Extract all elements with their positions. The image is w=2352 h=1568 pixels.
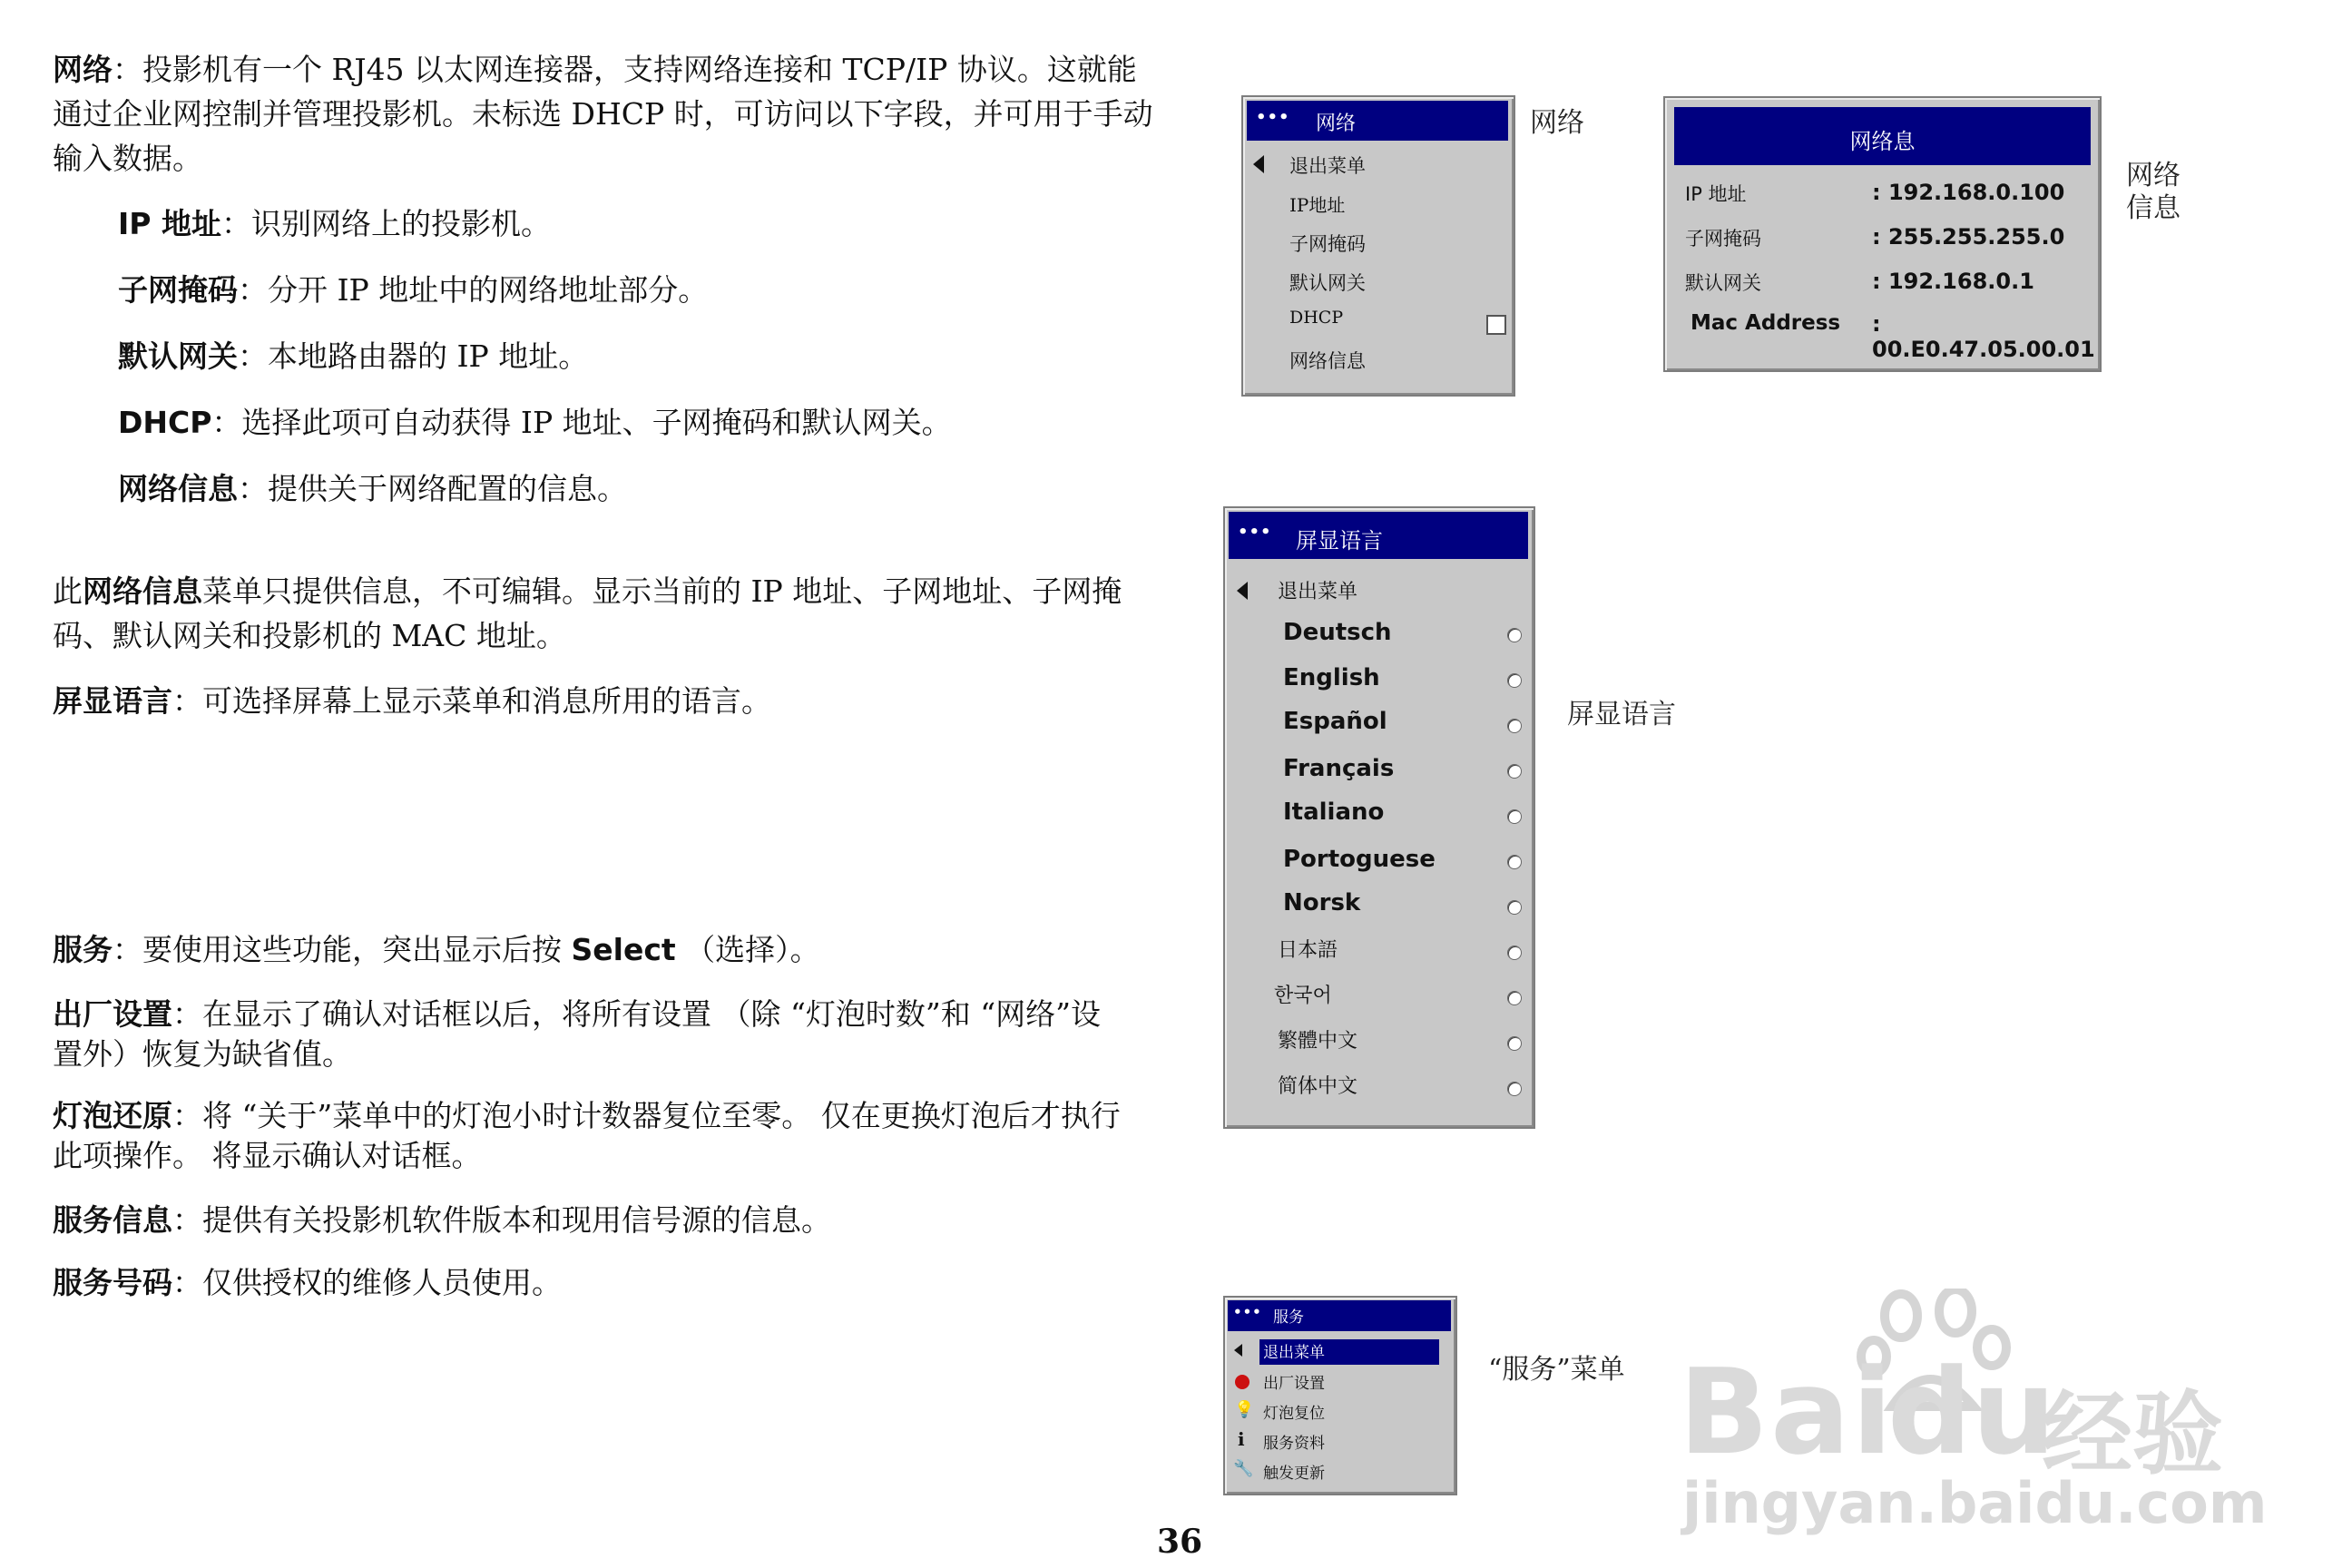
menu-item-factory-reset[interactable]: 出厂设置 (1263, 1375, 1325, 1393)
menu-item-exit: 退出菜单 (1263, 1344, 1325, 1362)
menu-item-trigger-update[interactable]: 触发更新 (1263, 1465, 1325, 1483)
network-menu (1241, 95, 1515, 397)
network-paragraph: 网络：投影机有一个 RJ45 以太网连接器，支持网络连接和 TCP/IP 协议。这就能通过企业网控制并管理投影机。未标选 DHCP 时，可访问以下字段，并可用于手动输入数据。 (53, 52, 1153, 176)
network-menu-title-bar (1247, 101, 1508, 141)
language-option-espanol[interactable]: Español (1283, 708, 1387, 735)
radio-simplified-chinese[interactable] (1507, 1082, 1522, 1096)
network-info-title-bar (1674, 107, 2091, 165)
language-option-traditional-chinese[interactable]: 繁體中文 (1278, 1030, 1358, 1053)
language-option-deutsch[interactable]: Deutsch (1283, 619, 1392, 646)
service-info-paragraph: 服务信息：提供有关投影机软件版本和现用信号源的信息。 (53, 1202, 831, 1238)
network-description: 投影机有一个 RJ45 以太网连接器，支持网络连接和 TCP/IP 协议。这就能通过企业网控制并管理投影机。未标选 DHCP 时，可访问以下字段，并可用于手动输入数据。 (53, 52, 1153, 176)
term-service-code: 服务号码 (53, 1265, 172, 1300)
wrench-icon: 🔧 (1233, 1459, 1254, 1478)
language-menu-caption: 屏显语言 (1567, 699, 1676, 730)
back-arrow-icon (1237, 582, 1248, 600)
info-label-mac: Mac Address (1690, 311, 1841, 335)
service-paragraph: 服务：要使用这些功能，突出显示后按 Select （选择）。 (53, 932, 820, 967)
menu-item-ip-address[interactable]: IP地址 (1289, 194, 1346, 216)
term-network-info: 网络信息 (118, 471, 238, 506)
language-option-francais[interactable]: Français (1283, 755, 1395, 782)
term-default-gateway: 默认网关 (118, 338, 238, 374)
term-service-info: 服务信息 (53, 1202, 172, 1238)
network-info-item: 网络信息：提供关于网络配置的信息。 (118, 471, 627, 506)
menu-dots-icon: ••• (1238, 523, 1272, 542)
info-label-gateway: 默认网关 (1685, 272, 1761, 294)
radio-english[interactable] (1507, 673, 1522, 688)
term-ip-address: IP 地址 (118, 206, 221, 241)
menu-item-network-info[interactable]: 网络信息 (1289, 350, 1366, 372)
menu-item-service-info[interactable]: 服务资料 (1263, 1435, 1325, 1453)
radio-norsk[interactable] (1507, 900, 1522, 915)
term-network-info-menu: 网络信息 (83, 573, 202, 609)
term-subnet-mask: 子网掩码 (118, 272, 238, 308)
info-value-gateway: : 192.168.0.1 (1872, 269, 2034, 294)
service-menu-title: 服务 (1273, 1308, 1304, 1327)
network-info-panel (1663, 96, 2102, 372)
watermark-brand: Bai (1679, 1343, 1895, 1481)
service-menu-caption: “服务”菜单 (1488, 1354, 1625, 1386)
service-menu-title-bar (1228, 1300, 1451, 1331)
term-osd-language: 屏显语言 (53, 683, 172, 719)
info-value-ip: : 192.168.0.100 (1872, 180, 2065, 205)
default-gateway-item: 默认网关：本地路由器的 IP 地址。 (118, 338, 589, 374)
language-option-italiano[interactable]: Italiano (1283, 799, 1385, 826)
service-menu (1223, 1296, 1457, 1495)
menu-dots-icon: ••• (1256, 108, 1290, 127)
language-menu (1223, 506, 1535, 1129)
osd-language-paragraph: 屏显语言：可选择屏幕上显示菜单和消息所用的语言。 (53, 683, 771, 719)
term-service: 服务 (53, 932, 113, 967)
dhcp-checkbox[interactable] (1486, 315, 1506, 335)
lightbulb-icon: 💡 (1234, 1400, 1255, 1419)
info-value-mac: : 00.E0.47.05.00.01 (1872, 311, 2095, 362)
radio-korean[interactable] (1507, 991, 1522, 1005)
radio-italiano[interactable] (1507, 809, 1522, 824)
radio-deutsch[interactable] (1507, 628, 1522, 642)
info-label-ip: IP 地址 (1685, 183, 1747, 205)
network-info-title: 网络息 (1849, 129, 1916, 154)
menu-item-subnet-mask[interactable]: 子网掩码 (1289, 233, 1366, 255)
term-lamp-reset: 灯泡还原 (53, 1098, 172, 1133)
network-info-caption: 网络 信息 (2126, 160, 2180, 224)
factory-reset-icon (1235, 1375, 1250, 1389)
radio-espanol[interactable] (1507, 719, 1522, 733)
language-option-english[interactable]: English (1283, 664, 1380, 691)
back-arrow-icon (1234, 1344, 1242, 1357)
menu-dots-icon: ••• (1233, 1304, 1262, 1320)
watermark-cn: 经验 (2042, 1381, 2223, 1487)
language-menu-title-bar (1229, 512, 1528, 559)
language-option-simplified-chinese[interactable]: 简体中文 (1278, 1075, 1358, 1098)
back-arrow-icon (1253, 155, 1264, 173)
menu-item-dhcp[interactable]: DHCP (1289, 308, 1344, 328)
factory-reset-paragraph: 出厂设置：在显示了确认对话框以后，将所有设置 （除 “灯泡时数”和 “网络”设置外）恢复为缺省值。 (53, 996, 1101, 1072)
language-menu-title: 屏显语言 (1296, 528, 1383, 554)
watermark-url: jingyan.baidu.com (1682, 1470, 2268, 1536)
info-value-subnet: : 255.255.255.0 (1872, 224, 2065, 250)
radio-portoguese[interactable] (1507, 855, 1522, 869)
language-option-norsk[interactable]: Norsk (1283, 889, 1361, 916)
select-key-label: Select (571, 932, 676, 967)
term-factory-reset: 出厂设置 (53, 996, 172, 1032)
watermark-brand-du: du (1887, 1343, 2056, 1481)
radio-traditional-chinese[interactable] (1507, 1036, 1522, 1051)
network-menu-caption: 网络 (1530, 107, 1584, 139)
subnet-mask-item: 子网掩码：分开 IP 地址中的网络地址部分。 (118, 272, 709, 308)
info-icon: i (1238, 1428, 1245, 1450)
service-code-paragraph: 服务号码：仅供授权的维修人员使用。 (53, 1265, 562, 1300)
network-info-menu-paragraph: 此网络信息菜单只提供信息，不可编辑。显示当前的 IP 地址、子网地址、子网掩码、默认网关和投影机的 MAC 地址。 (53, 573, 1122, 653)
menu-item-exit[interactable]: 退出菜单 (1289, 155, 1366, 177)
term-network: 网络 (53, 52, 113, 87)
network-menu-title: 网络 (1316, 113, 1357, 135)
baidu-jingyan-watermark (1679, 1289, 2268, 1536)
term-dhcp: DHCP (118, 405, 212, 440)
lamp-reset-paragraph: 灯泡还原：将 “关于”菜单中的灯泡小时计数器复位至零。 仅在更换灯泡后才执行此项操作。 将显示确认对话框。 (53, 1098, 1121, 1173)
menu-item-lamp-reset[interactable]: 灯泡复位 (1263, 1405, 1325, 1423)
dhcp-item: DHCP：选择此项可自动获得 IP 地址、子网掩码和默认网关。 (118, 405, 952, 440)
ip-address-item: IP 地址：识别网络上的投影机。 (118, 206, 551, 241)
radio-francais[interactable] (1507, 764, 1522, 779)
language-option-portoguese[interactable]: Portoguese (1283, 846, 1436, 873)
highlighted-exit-item[interactable] (1259, 1339, 1439, 1365)
page-number: 36 (1156, 1523, 1203, 1561)
language-option-korean[interactable]: 한국어 (1274, 985, 1332, 1007)
menu-item-exit[interactable]: 退出菜单 (1278, 581, 1358, 603)
language-option-japanese[interactable]: 日本語 (1278, 939, 1338, 962)
menu-item-default-gateway[interactable]: 默认网关 (1289, 272, 1366, 294)
info-label-subnet: 子网掩码 (1685, 228, 1761, 250)
radio-japanese[interactable] (1507, 946, 1522, 960)
